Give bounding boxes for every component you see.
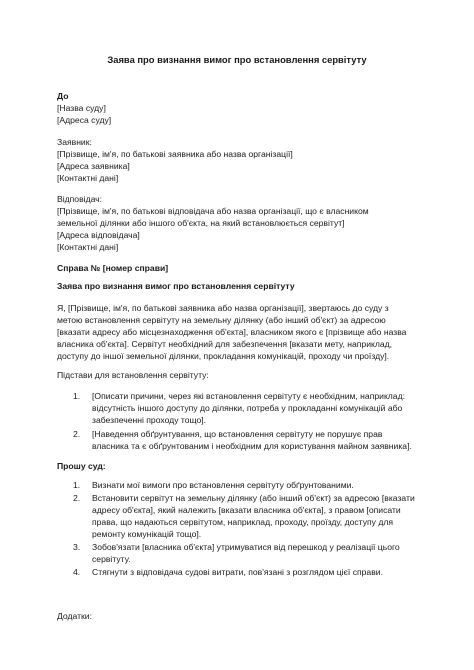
court-address: [Адреса суду]: [57, 115, 112, 125]
list-item-line: відсутність іншого доступу до ділянки, потреба у прокладанні комунікацій або: [92, 403, 403, 413]
document-title: Заява про визнання вимог про встановлення сервітуту: [107, 54, 367, 65]
list-item: [57, 428, 427, 452]
list-item-number: 1.: [73, 391, 81, 401]
respondent-name-line: земельної ділянки або іншого об'єкта, на який встановлюється сервітут]: [57, 218, 345, 228]
applicant-heading: Заявник:: [57, 137, 92, 147]
list-item-line: забезпеченні проходу тощо].: [92, 415, 207, 425]
applicant-block: [57, 136, 427, 184]
list-item-line: Стягнути з відповідача судові витрати, пов'язані з розглядом цієї справи.: [92, 567, 383, 577]
applicant-address: [Адреса заявника]: [57, 161, 130, 171]
list-item-number: 2.: [73, 493, 81, 503]
respondent-block: [57, 193, 427, 253]
list-item-line: власника та є обґрунтованим і необхідним для користування майном заявника].: [92, 441, 412, 451]
list-item-line: Зобов'язати [власника об'єкта] утримуватися від перешкод у реалізації цього: [92, 542, 400, 552]
list-item-number: 4.: [73, 567, 81, 577]
list-item: [57, 566, 427, 578]
list-item-line: Встановити сервітут на земельну ділянку (або інший об'єкт) за адресою [вказати: [92, 493, 415, 503]
list-item-line: [Наведення обґрунтування, що встановлення сервітуту не порушує прав: [92, 429, 383, 439]
intro-line: метою встановлення сервітуту на земельну ділянку (або інший об'єкт) за адресою: [57, 315, 386, 325]
list-item-line: сервітуту.: [92, 554, 131, 564]
respondent-name-line: [Прізвище, ім'я, по батькові відповідача або назва організації, що є власником: [57, 206, 369, 216]
list-item-number: 1.: [73, 480, 81, 490]
list-item: [57, 479, 427, 491]
attachments-heading: Додатки:: [57, 611, 92, 621]
case-number: Справа № [номер справи]: [57, 263, 169, 273]
list-item: [57, 541, 427, 565]
grounds-list: [57, 390, 427, 452]
list-item-number: 2.: [73, 429, 81, 439]
list-item-line: права, що надаються сервітутом, наприклад, проходу, проїзду, доступу для: [92, 517, 394, 527]
intro-line: [вказати адресу або місцезнаходження об'єкта], власником якого є [прізвище або назва: [57, 327, 407, 337]
intro-line: доступу до іншої земельної ділянки, прокладання комунікацій, проходу чи проїзду].: [57, 351, 390, 361]
intro-line: власника об'єкта]. Сервітут необхідний для забезпечення [вказати мету, наприклад,: [57, 339, 393, 349]
list-item: [57, 492, 427, 540]
intro-line: Я, [Прізвище, ім'я, по батькові заявника або назва організації], звертаюсь до суду з: [57, 303, 389, 313]
list-item-number: 3.: [73, 542, 81, 552]
applicant-name: [Прізвище, ім'я, по батькові заявника або назва організації]: [57, 149, 293, 159]
requests-list: [57, 479, 427, 578]
intro-paragraph: [57, 302, 427, 362]
list-item-line: ремонту комунікацій тощо].: [92, 529, 202, 539]
list-item-line: Визнати мої вимоги про встановлення сервітуту обґрунтованими.: [92, 480, 354, 490]
respondent-heading: Відповідач:: [57, 194, 103, 204]
court-name: [Назва суду]: [57, 103, 106, 113]
list-item: [57, 390, 427, 426]
list-item-line: [Описати причини, через які встановлення сервітуту є необхідним, наприклад:: [92, 391, 405, 401]
list-item-line: адресу об'єкта], який належить [вказати власника об'єкта], з правом [описати: [92, 505, 401, 515]
document-subtitle: Заява про визнання вимог про встановлення сервітуту: [57, 281, 295, 291]
applicant-contacts: [Контактні дані]: [57, 173, 119, 183]
respondent-contacts: [Контактні дані]: [57, 242, 119, 252]
grounds-heading: Підстави для встановлення сервітуту:: [57, 370, 209, 380]
court-block: [57, 90, 427, 126]
requests-heading: Прошу суд:: [57, 461, 106, 471]
court-heading: До: [57, 91, 69, 101]
respondent-address: [Адреса відповідача]: [57, 230, 140, 240]
